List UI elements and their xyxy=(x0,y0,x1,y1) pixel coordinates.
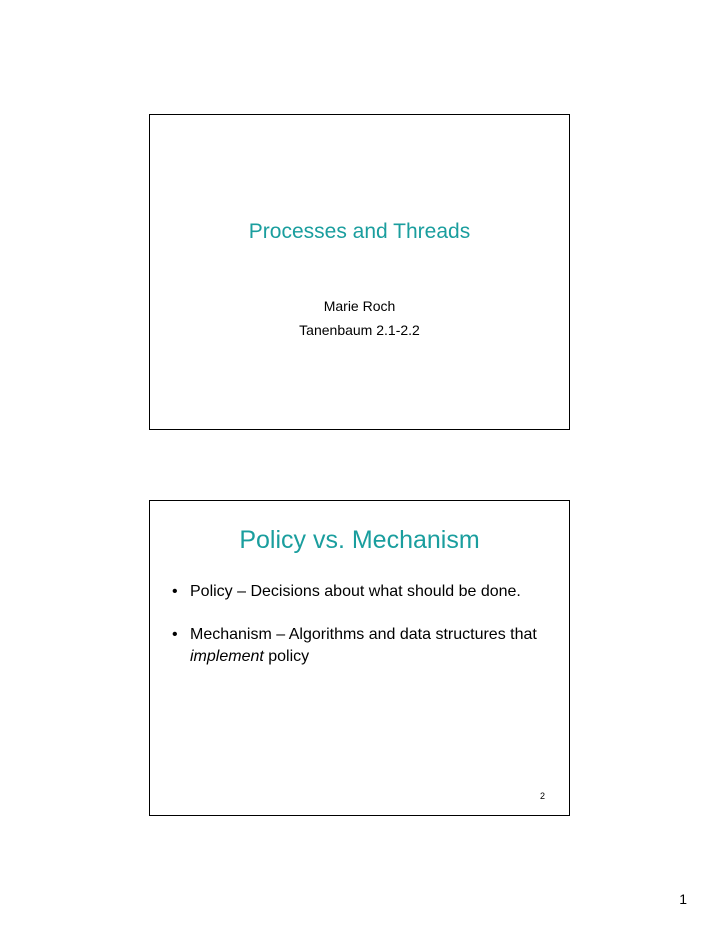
bullet-marker: • xyxy=(172,626,178,643)
slide-title: Processes and Threads xyxy=(248,220,471,243)
slide-number: 2 xyxy=(539,791,545,801)
slide-title: Policy vs. Mechanism xyxy=(239,526,480,554)
bullet-item xyxy=(170,581,549,603)
page-number: 1 xyxy=(679,891,687,907)
slide-reference: Tanenbaum 2.1-2.2 xyxy=(299,322,420,338)
bullet-text-end: policy xyxy=(263,648,310,665)
bullet-list xyxy=(170,581,549,668)
bullet-text: Policy – Decisions about what should be done. xyxy=(190,583,521,600)
slide-1 xyxy=(149,114,570,430)
bullet-text-emphasis: implement xyxy=(190,648,264,665)
slide-2 xyxy=(149,500,570,816)
bullet-marker: • xyxy=(172,583,178,600)
bullet-item xyxy=(170,624,549,668)
bullet-text xyxy=(190,626,537,665)
slide-author: Marie Roch xyxy=(323,298,396,314)
bullet-text-start: Mechanism – Algorithms and data structures that xyxy=(190,626,537,643)
